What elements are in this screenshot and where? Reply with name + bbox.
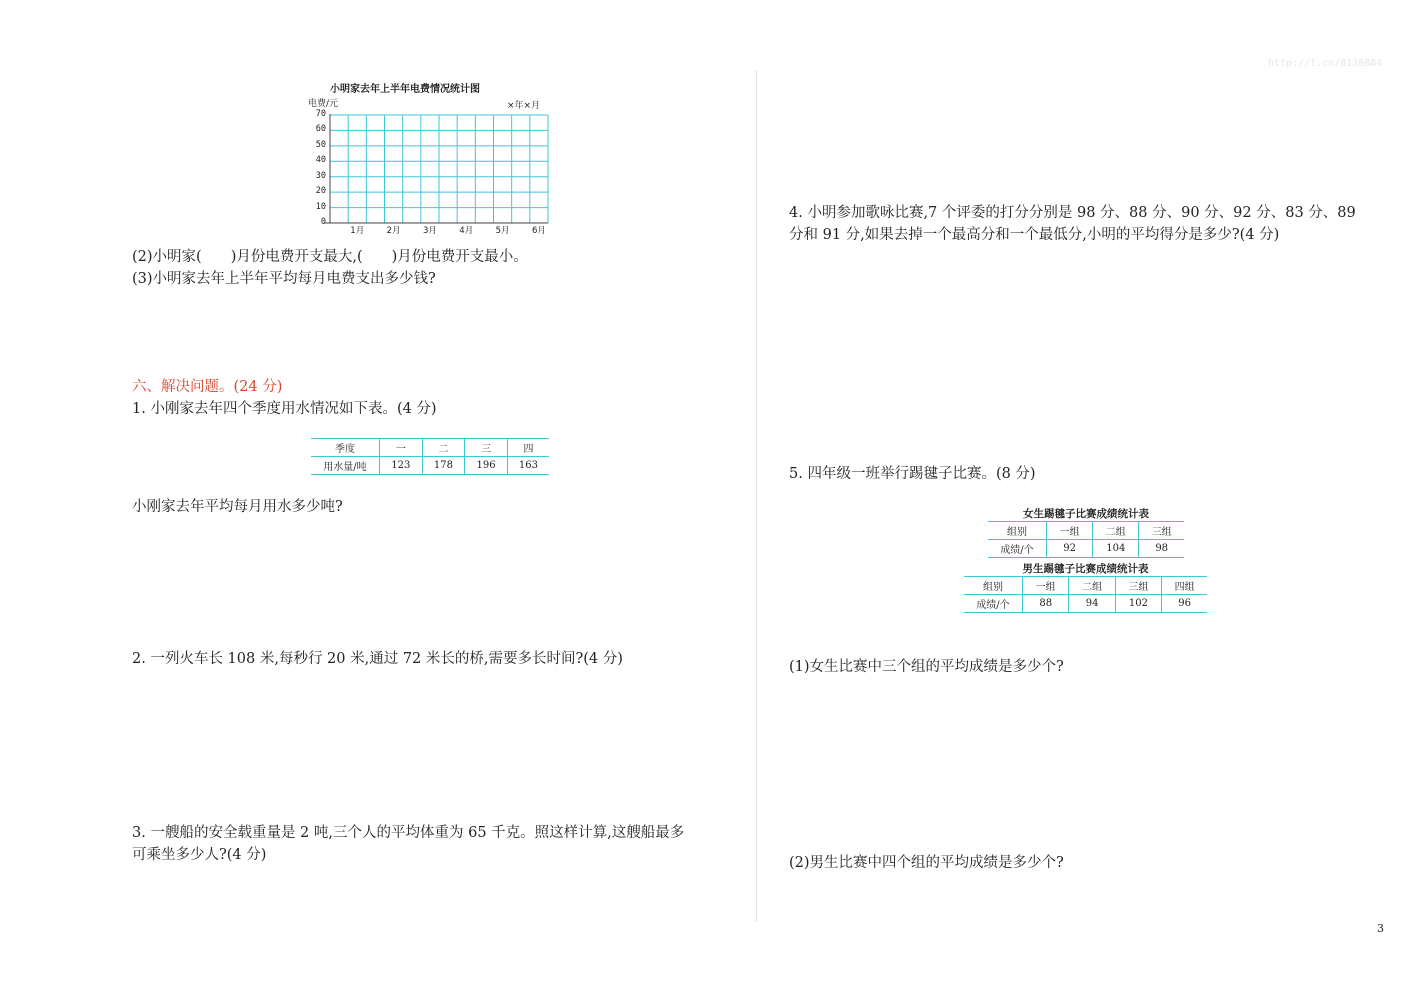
problem-3-line-1: 3. 一艘船的安全载重量是 2 吨,三个人的平均体重为 65 千克。照这样计算,这艘船最多 <box>132 825 685 841</box>
chart-y-axis-label: 电费/元 <box>308 99 339 109</box>
chart-x-tick-label: 6月 <box>531 226 546 236</box>
chart-y-tick-label: 40 <box>315 155 326 166</box>
chart-date-label: ×年×月 <box>507 101 541 111</box>
table-header-cell: 组别 <box>988 522 1047 540</box>
table-cell: 94 <box>1069 595 1115 613</box>
chart-title: 小明家去年上半年电费情况统计图 <box>330 84 480 95</box>
table-row <box>311 457 549 475</box>
table-cell: 92 <box>1047 540 1093 558</box>
table-row-label: 用水量/吨 <box>311 457 380 475</box>
table-header-cell: 三组 <box>1115 577 1161 595</box>
table-cell: 98 <box>1139 540 1184 558</box>
girls-table-caption: 女生踢毽子比赛成绩统计表 <box>1023 508 1149 520</box>
page-number: 3 <box>1377 922 1384 935</box>
chart-x-tick-label: 2月 <box>386 226 401 236</box>
problem-5-text: 5. 四年级一班举行踢毽子比赛。(8 分) <box>789 466 1036 482</box>
table-header-cell: 三组 <box>1139 522 1184 540</box>
table-cell: 104 <box>1093 540 1139 558</box>
chart-x-tick-label: 1月 <box>350 226 365 236</box>
girls-score-table <box>988 521 1184 558</box>
table-header-cell: 三 <box>465 439 508 457</box>
problem-1-text: 1. 小刚家去年四个季度用水情况如下表。(4 分) <box>132 401 437 417</box>
question-2-text: (2)小明家( )月份电费开支最大,( )月份电费开支最小。 <box>132 249 528 265</box>
problem-4-line-2: 分和 91 分,如果去掉一个最高分和一个最低分,小明的平均得分是多少?(4 分) <box>789 227 1280 243</box>
table-cell: 96 <box>1162 595 1207 613</box>
problem-3-line-2: 可乘坐多少人?(4 分) <box>132 847 267 863</box>
problem-2-text: 2. 一列火车长 108 米,每秒行 20 米,通过 72 米长的桥,需要多长时间?(4 分) <box>132 651 623 667</box>
table-header-cell: 一 <box>380 439 423 457</box>
chart-y-tick-label: 20 <box>315 186 326 197</box>
table-row-label: 成绩/个 <box>988 540 1047 558</box>
table-cell: 123 <box>380 457 423 475</box>
problem-4-line-1: 4. 小明参加歌咏比赛,7 个评委的打分分别是 98 分、88 分、90 分、92 分、83 分、89 <box>789 205 1356 221</box>
table-header-cell: 四组 <box>1162 577 1207 595</box>
problem-5-question-1: (1)女生比赛中三个组的平均成绩是多少个? <box>789 659 1064 675</box>
table-header-cell: 二组 <box>1093 522 1139 540</box>
chart-y-tick-label: 60 <box>315 124 326 135</box>
chart-y-tick-label: 70 <box>315 109 326 119</box>
table-header-cell: 二组 <box>1069 577 1115 595</box>
table-cell: 196 <box>465 457 508 475</box>
chart-x-tick-label: 3月 <box>422 226 437 236</box>
boys-table-caption: 男生踢毽子比赛成绩统计表 <box>1022 563 1149 575</box>
chart-x-tick-label: 4月 <box>459 226 474 236</box>
chart-y-tick-label: 30 <box>315 170 326 181</box>
table-row <box>311 439 549 457</box>
chart-y-tick-label: 10 <box>315 201 326 212</box>
column-divider <box>756 70 757 922</box>
table-header-cell: 一组 <box>1047 522 1093 540</box>
table-header-cell: 组别 <box>964 577 1023 595</box>
table-header-cell: 二 <box>422 439 465 457</box>
boys-score-table <box>964 576 1207 613</box>
problem-5-question-2: (2)男生比赛中四个组的平均成绩是多少个? <box>789 855 1064 871</box>
chart-y-tick-label: 0 <box>320 217 326 227</box>
table-cell: 102 <box>1115 595 1161 613</box>
table-header-cell: 季度 <box>311 439 380 457</box>
table-cell: 88 <box>1023 595 1069 613</box>
watermark-url: http://t.cn/8138884 <box>1268 58 1383 69</box>
section-6-heading: 六、解决问题。(24 分) <box>132 379 283 395</box>
water-usage-table <box>311 438 549 475</box>
table-row-label: 成绩/个 <box>964 595 1023 613</box>
chart-grid <box>310 112 560 238</box>
chart-y-tick-label: 50 <box>315 139 326 150</box>
table-header-cell: 四 <box>507 439 549 457</box>
table-row <box>964 577 1207 595</box>
table-row <box>964 595 1207 613</box>
table-row <box>988 522 1184 540</box>
table-cell: 163 <box>507 457 549 475</box>
problem-1-question: 小刚家去年平均每月用水多少吨? <box>132 499 343 515</box>
table-cell: 178 <box>422 457 465 475</box>
question-3-text: (3)小明家去年上半年平均每月电费支出多少钱? <box>132 271 436 287</box>
chart-x-tick-label: 5月 <box>495 226 510 236</box>
table-header-cell: 一组 <box>1023 577 1069 595</box>
table-row <box>988 540 1184 558</box>
